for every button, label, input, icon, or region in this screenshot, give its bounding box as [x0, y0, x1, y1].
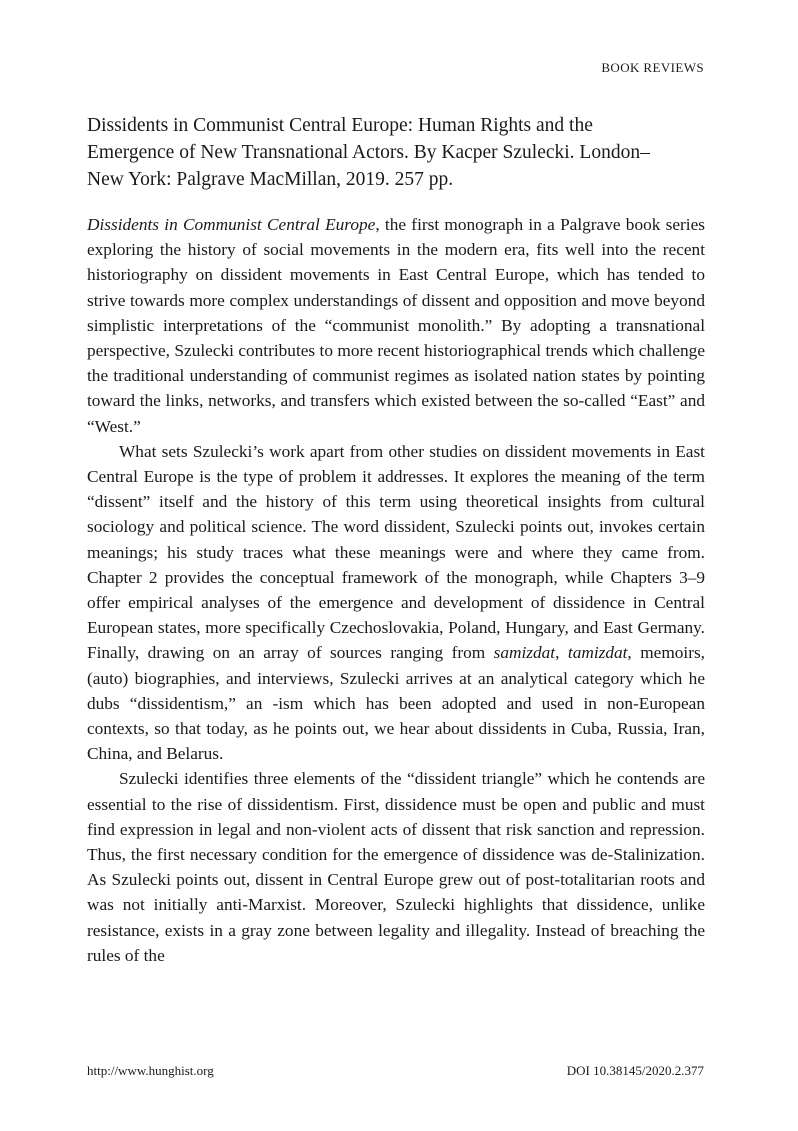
footer-doi: DOI 10.38145/2020.2.377: [566, 1063, 704, 1078]
paragraph-2-text-b: , memoirs, (auto) biographies, and interviews, Szulecki arrives at an analytical category which he dubs “dissidentism,” an -ism which has been adopted and used in non-European contexts, so that today, as he points out, we hear about dissidents in Cuba, Russia, Iran, China, and Belarus.: [87, 643, 705, 764]
paragraph-1-text: , the first monograph in a Palgrave book series exploring the history of social movements in the modern era, fits well into the recent historiography on dissident movements in East Central Europe, which has tended to strive towards more complex understandings of dissent and opposition and move beyond simplistic interpretations of the “communist monolith.” By adopting a transnational perspective, Szulecki contributes to more recent historiographical trends which challenge the traditional understanding of communist regimes as isolated nation states by pointing toward the links, networks, and transfers which existed between the so-called “East” and “West.”: [87, 215, 705, 436]
review-title: Dissidents in Communist Central Europe: Human Rights and the Emergence of New Transnational Actors. By Kacper Szulecki. London–New York: Palgrave MacMillan, 2019. 257 pp.: [87, 115, 650, 190]
book-title-italic: Dissidents in Communist Central Europe: [87, 215, 376, 234]
footer-url-link[interactable]: http://www.hunghist.org: [87, 1063, 214, 1078]
paragraph-3-text: Szulecki identifies three elements of the “dissident triangle” which he contends are essential to the rise of dissidentism. First, dissidence must be open and public and must find expression in legal and non-violent acts of dissent that risk sanction and repression. Thus, the first necessary condition for the emergence of dissidence was de-Stalinization. As Szulecki points out, dissent in Central Europe grew out of post-totalitarian roots and was not initially anti-Marxist. Moreover, Szulecki highlights that dissidence, unlike resistance, exists in a gray zone between legality and illegality. Instead of breaching the rules of the: [87, 769, 705, 965]
paragraph-1: [87, 212, 705, 439]
running-head: BOOK REVIEWS: [601, 60, 704, 75]
paragraph-2-text-a: What sets Szulecki’s work apart from other studies on dissident movements in East Central Europe is the type of problem it addresses. It explores the meaning of the term “dissent” itself and the history of this term using theoretical insights from cultural sociology and political science. The word dissident, Szulecki points out, invokes certain meanings; his study traces what these meanings were and where they came from. Chapter 2 provides the conceptual framework of the monograph, while Chapters 3–9 offer empirical analyses of the emergence and development of dissidence in Central European states, more specifically Czechoslovakia, Poland, Hungary, and East Germany. Finally, drawing on an array of sources ranging from: [87, 441, 705, 663]
term-tamizdat: tamizdat: [567, 643, 628, 663]
term-samizdat: samizdat: [493, 643, 556, 663]
separator: ,: [555, 643, 568, 663]
paragraph-3: [87, 766, 705, 968]
review-body: [87, 212, 705, 968]
paragraph-2: [87, 439, 705, 767]
